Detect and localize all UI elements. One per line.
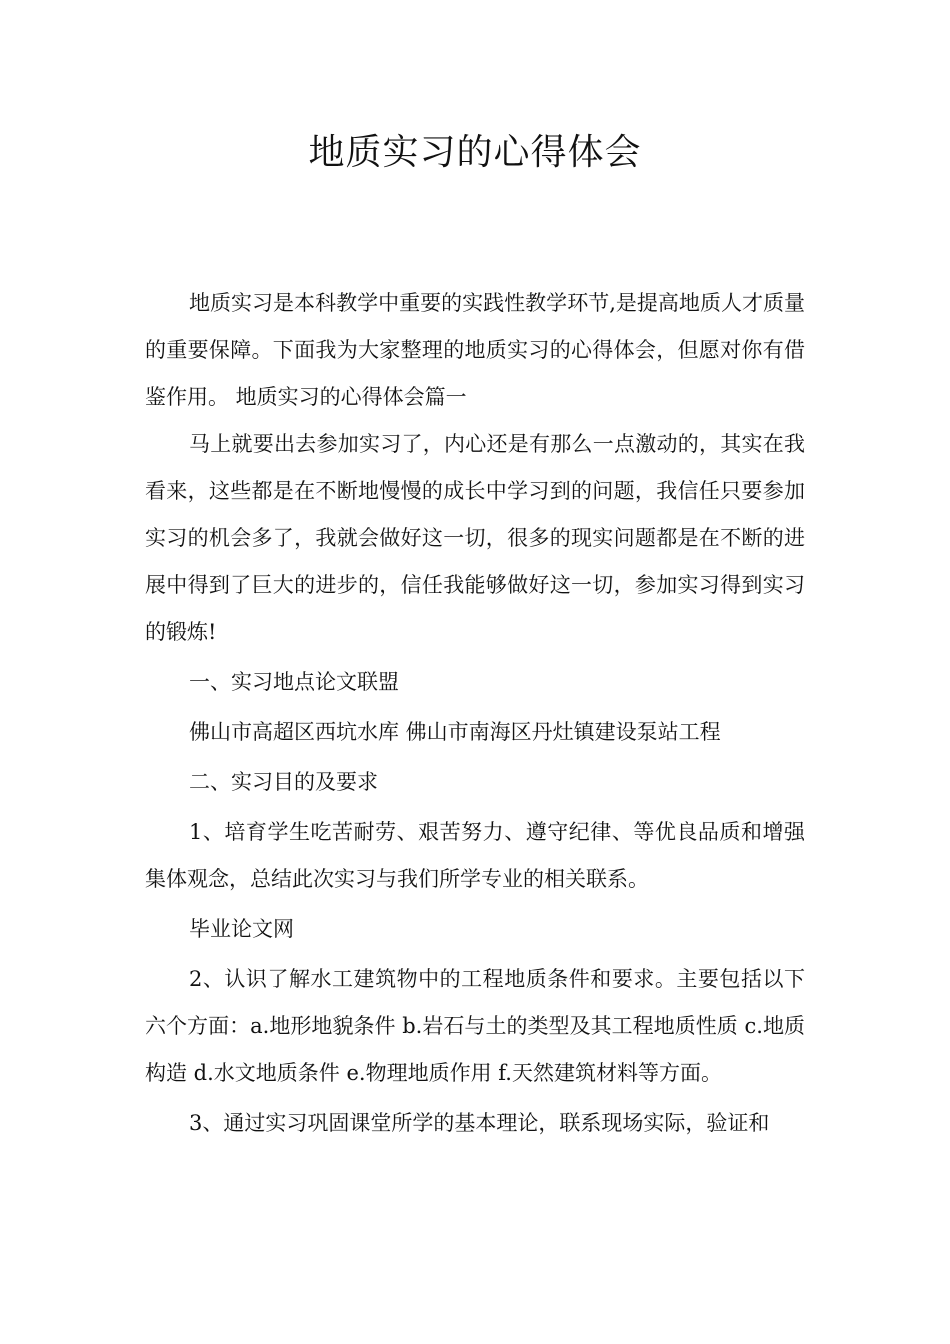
section-heading-purpose: 二、实习目的及要求 — [189, 770, 378, 794]
document-body — [145, 280, 805, 1147]
list-item-1: 1、培育学生吃苦耐劳、艰苦努力、遵守纪律、等优良品质和增强集体观念，总结此次实习与我们所学专业的相关联系。 — [145, 820, 805, 891]
section-heading-location: 一、实习地点论文联盟 — [189, 670, 399, 694]
list-item-2: 2、认识了解水工建筑物中的工程地质条件和要求。主要包括以下六个方面：a.地形地貌条件 b.岩石与土的类型及其工程地质性质 c.地质构造 d.水文地质条件 e.物理地质作用 f.天然建筑材料等方面。 — [145, 967, 805, 1085]
list-item-3: 3、通过实习巩固课堂所学的基本理论，联系现场实际，验证和 — [189, 1111, 770, 1135]
paragraph-thesis-network: 毕业论文网 — [189, 917, 294, 941]
paragraph-location: 佛山市高超区西坑水库 佛山市南海区丹灶镇建设泵站工程 — [189, 720, 721, 744]
paragraph-intro: 地质实习是本科教学中重要的实践性教学环节,是提高地质人才质量的重要保障。下面我为大家整理的地质实习的心得体会，但愿对你有借鉴作用。 地质实习的心得体会篇一 — [145, 291, 805, 409]
document-title: 地质实习的心得体会 — [308, 132, 642, 173]
paragraph-internship-thoughts: 马上就要出去参加实习了，内心还是有那么一点激动的，其实在我看来，这些都是在不断地慢慢的成长中学习到的问题，我信任只要参加实习的机会多了，我就会做好这一切，很多的现实问题都是在不断的进展中得到了巨大的进步的，信任我能够做好这一切，参加实习得到实习的锻炼! — [145, 432, 805, 644]
